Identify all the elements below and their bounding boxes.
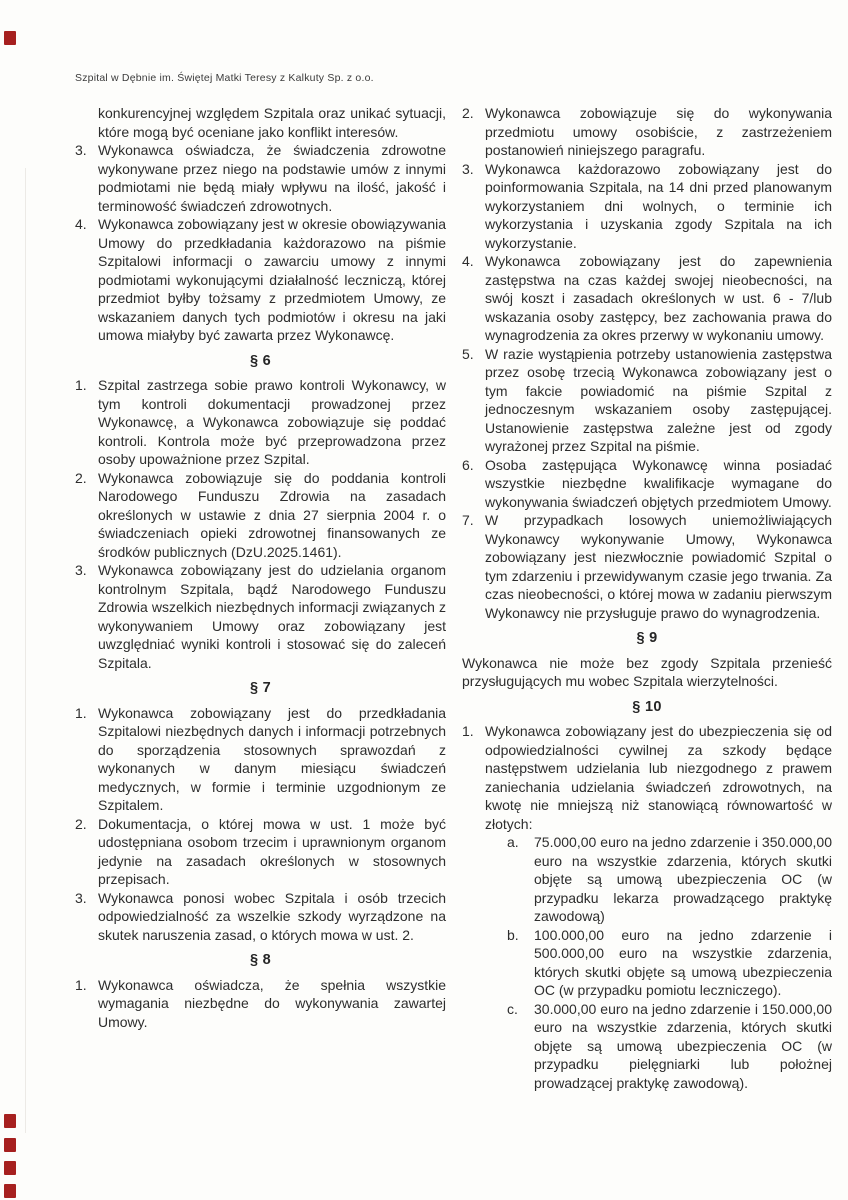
list-item: [462, 722, 832, 833]
item-text: Wykonawca oświadcza, że spełnia wszystkie wymagania niezbędne do wykonywania zawartej Umowy.: [98, 976, 446, 1030]
item-text: Dokumentacja, o której mowa w ust. 1 może być udostępniana osobom trzecim i uprawnionym organom jedynie na zasadach określonych w stosownych przepisach.: [98, 815, 446, 887]
list-item: [75, 561, 446, 672]
item-text: Wykonawca zobowiązuje się do wykonywania przedmiotu umowy osobiście, z zastrzeżeniem postanowień niniejszego paragrafu.: [485, 105, 832, 158]
item-text: 75.000,00 euro na jedno zdarzenie i 350.000,00 euro na wszystkie zdarzenia, których skutki objęte są umową ubezpieczenia OC (w przypadku lekarza prowadzącego praktykę zawodową): [534, 834, 832, 924]
paragraph: [462, 654, 832, 691]
paragraph: [75, 104, 446, 141]
list-item: [462, 345, 832, 456]
list-item: [462, 456, 832, 512]
red-scan-mark: [4, 31, 16, 45]
scan-edge-line: [25, 168, 26, 1133]
item-text: Wykonawca zobowiązany jest w okresie obowiązywania Umowy do przedkładania każdorazowo na piśmie Szpitalowi informacji o zawarciu umowy z innymi podmiotami wykonującymi działalność leczniczą, której przedmiot byłby tożsamy z przedmiotem Umowy, ze wskazaniem danych tych podmiotów i okresu na jaki umowa miałyby być zawarta przez Wykonawcę.: [98, 216, 446, 343]
item-text: Wykonawca ponosi wobec Szpitala i osób trzecich odpowiedzialność za wszelkie szkody wyrządzone na skutek naruszenia zasad, o których mowa w ust. 2.: [98, 889, 446, 943]
red-scan-mark: [4, 1161, 16, 1175]
section-heading: § 9: [636, 630, 658, 646]
item-number: c.: [507, 1000, 518, 1017]
item-text: W przypadkach losowych uniemożliwiających Wykonawcy wykonywanie Umowy, Wykonawca zobowiązany jest niezwłocznie powiadomić Szpital o tym zdarzeniu i przewidywanym czasie jego trwania. Za czas nieobecności, o której mowa w zadaniu pierwszym Wykonawcy nie przysługuje prawo do wynagrodzenia.: [485, 512, 832, 621]
list-item: [462, 104, 832, 160]
list-item: [462, 160, 832, 253]
item-text: Wykonawca każdorazowo zobowiązany jest do poinformowania Szpitala, na 14 dni przed planowanym wykorzystaniem dni wolnych, o terminie ich wykorzystania i uzyskania zgody Szpitala na ich wykorzystanie.: [485, 160, 832, 251]
list-item: [75, 215, 446, 345]
item-text: konkurencyjnej względem Szpitala oraz unikać sytuacji, które mogą być oceniane jako konflikt interesów.: [98, 105, 446, 140]
section-heading: § 6: [249, 352, 272, 369]
section-heading: § 10: [632, 698, 662, 715]
list-item: [75, 976, 446, 1032]
list-item: [75, 889, 446, 945]
item-text: Szpital zastrzega sobie prawo kontroli Wykonawcy, w tym kontroli dokumentacji prowadzonej przez Wykonawcę, a Wykonawca zobowiązuje się poddać kontroli. Kontrola może być przeprowadzona przez osoby upoważnione przez Szpital.: [98, 377, 446, 467]
item-number: 3.: [75, 889, 87, 906]
item-number: 1.: [75, 704, 87, 721]
item-number: 2.: [462, 105, 474, 121]
item-number: 3.: [75, 562, 87, 578]
sub-list-item: [507, 833, 832, 926]
item-text: Wykonawca zobowiązuje się do poddania kontroli Narodowego Funduszu Zdrowia na zasadach określonych w ustawie z dnia 27 sierpnia 2004 r. o świadczeniach opieki zdrowotnej finansowanych ze środków publicznych (DzU.2025.1461).: [98, 469, 446, 560]
item-number: 1.: [75, 976, 87, 993]
item-number: 6.: [462, 456, 474, 473]
list-item: [75, 815, 446, 889]
item-text: Wykonawca nie może bez zgody Szpitala przenieść przysługujących mu wobec Szpitala wierzytelności.: [462, 654, 832, 689]
red-scan-mark: [4, 1114, 16, 1128]
item-text: Wykonawca zobowiązany jest do ubezpieczenia się od odpowiedzialności cywilnej za szkody będące następstwem udzielania lub niezgodnego z prawem zaniechania udzielania świadczeń zdrowotnych, na kwotę nie mniejszą niż stanowiącą równowartość w złotych:: [485, 723, 832, 832]
list-item: [462, 511, 832, 622]
list-item: [75, 141, 446, 215]
sub-list-item: [507, 926, 832, 1000]
sub-list-item: [507, 1000, 832, 1093]
list-item: [75, 376, 446, 469]
right-column: [462, 104, 832, 1092]
red-scan-mark: [4, 1138, 16, 1152]
item-text: W razie wystąpienia potrzeby ustanowienia zastępstwa przez osobę trzecią Wykonawca zobowiązany jest o tym fakcie powiadomić na piśmie Szpital z jednoczesnym wskazaniem osoby zastępującej. Ustanowienie zastępstwa zależne jest od zgody wyrażonej przez Szpital na piśmie.: [485, 345, 832, 454]
item-number: 7.: [462, 512, 474, 528]
item-number: 2.: [75, 469, 87, 486]
item-number: 2.: [75, 815, 87, 832]
item-number: 4.: [75, 216, 87, 232]
item-text: 100.000,00 euro na jedno zdarzenie i 500.000,00 euro na wszystkie zdarzenia, których skutki objęte są umową ubezpieczenia OC (w przypadku pomiotu leczniczego).: [534, 926, 832, 998]
item-number: 3.: [75, 142, 87, 158]
item-number: b.: [507, 926, 519, 943]
document-header: Szpital w Dębnie im. Świętej Matki Teresy z Kalkuty Sp. z o.o.: [75, 72, 374, 84]
item-number: 4.: [462, 253, 474, 269]
section-heading: § 7: [249, 680, 272, 696]
red-scan-mark: [4, 1184, 16, 1198]
list-item: [462, 252, 832, 345]
item-text: Wykonawca zobowiązany jest do udzielania organom kontrolnym Szpitala, bądź Narodowego Funduszu Zdrowia wszelkich niezbędnych informacji związanych z wykonywaniem Umowy oraz zobowiązany jest uwzględniać wyniki kontroli i stosować się do zaleceń Szpitala.: [98, 562, 446, 671]
item-text: Wykonawca zobowiązany jest do przedkładania Szpitalowi niezbędnych danych i informacji potrzebnych do sporządzenia stosownych sprawozdań z wykonanych w danym miesiącu świadczeń medycznych, w formie i terminie uzgodnionym ze Szpitalem.: [98, 704, 446, 813]
list-item: [75, 704, 446, 815]
left-column: [75, 104, 446, 1031]
item-text: Wykonawca zobowiązany jest do zapewnienia zastępstwa na czas każdej swojej nieobecności, na swój koszt i zasadach określonych w ust. 6 - 7/lub wskazania osoby zastępcy, bez zachowania prawa do wynagrodzenia za okres przerwy w wykonaniu umowy.: [485, 253, 832, 343]
list-item: [75, 469, 446, 562]
item-text: Osoba zastępująca Wykonawcę winna posiadać wszystkie niezbędne kwalifikacje wymagane do wykonywania świadczeń objętych przedmiotem Umowy.: [485, 456, 832, 510]
item-text: 30.000,00 euro na jedno zdarzenie i 150.000,00 euro na wszystkie zdarzenia, których skutki objęte są umową ubezpieczenia OC (w przypadku pielęgniarki lub położnej prowadzącej praktykę zawodową).: [534, 1000, 832, 1091]
item-number: 3.: [462, 160, 474, 177]
section-heading: § 8: [249, 952, 272, 968]
item-text: Wykonawca oświadcza, że świadczenia zdrowotne wykonywane przez niego na podstawie umów z innymi podmiotami nie będą miały wpływu na ilość, jakość i terminowość świadczeń zdrowotnych.: [98, 142, 446, 214]
item-number: 1.: [75, 377, 87, 393]
item-number: a.: [507, 834, 519, 850]
item-number: 1.: [462, 723, 474, 739]
item-number: 5.: [462, 345, 474, 362]
